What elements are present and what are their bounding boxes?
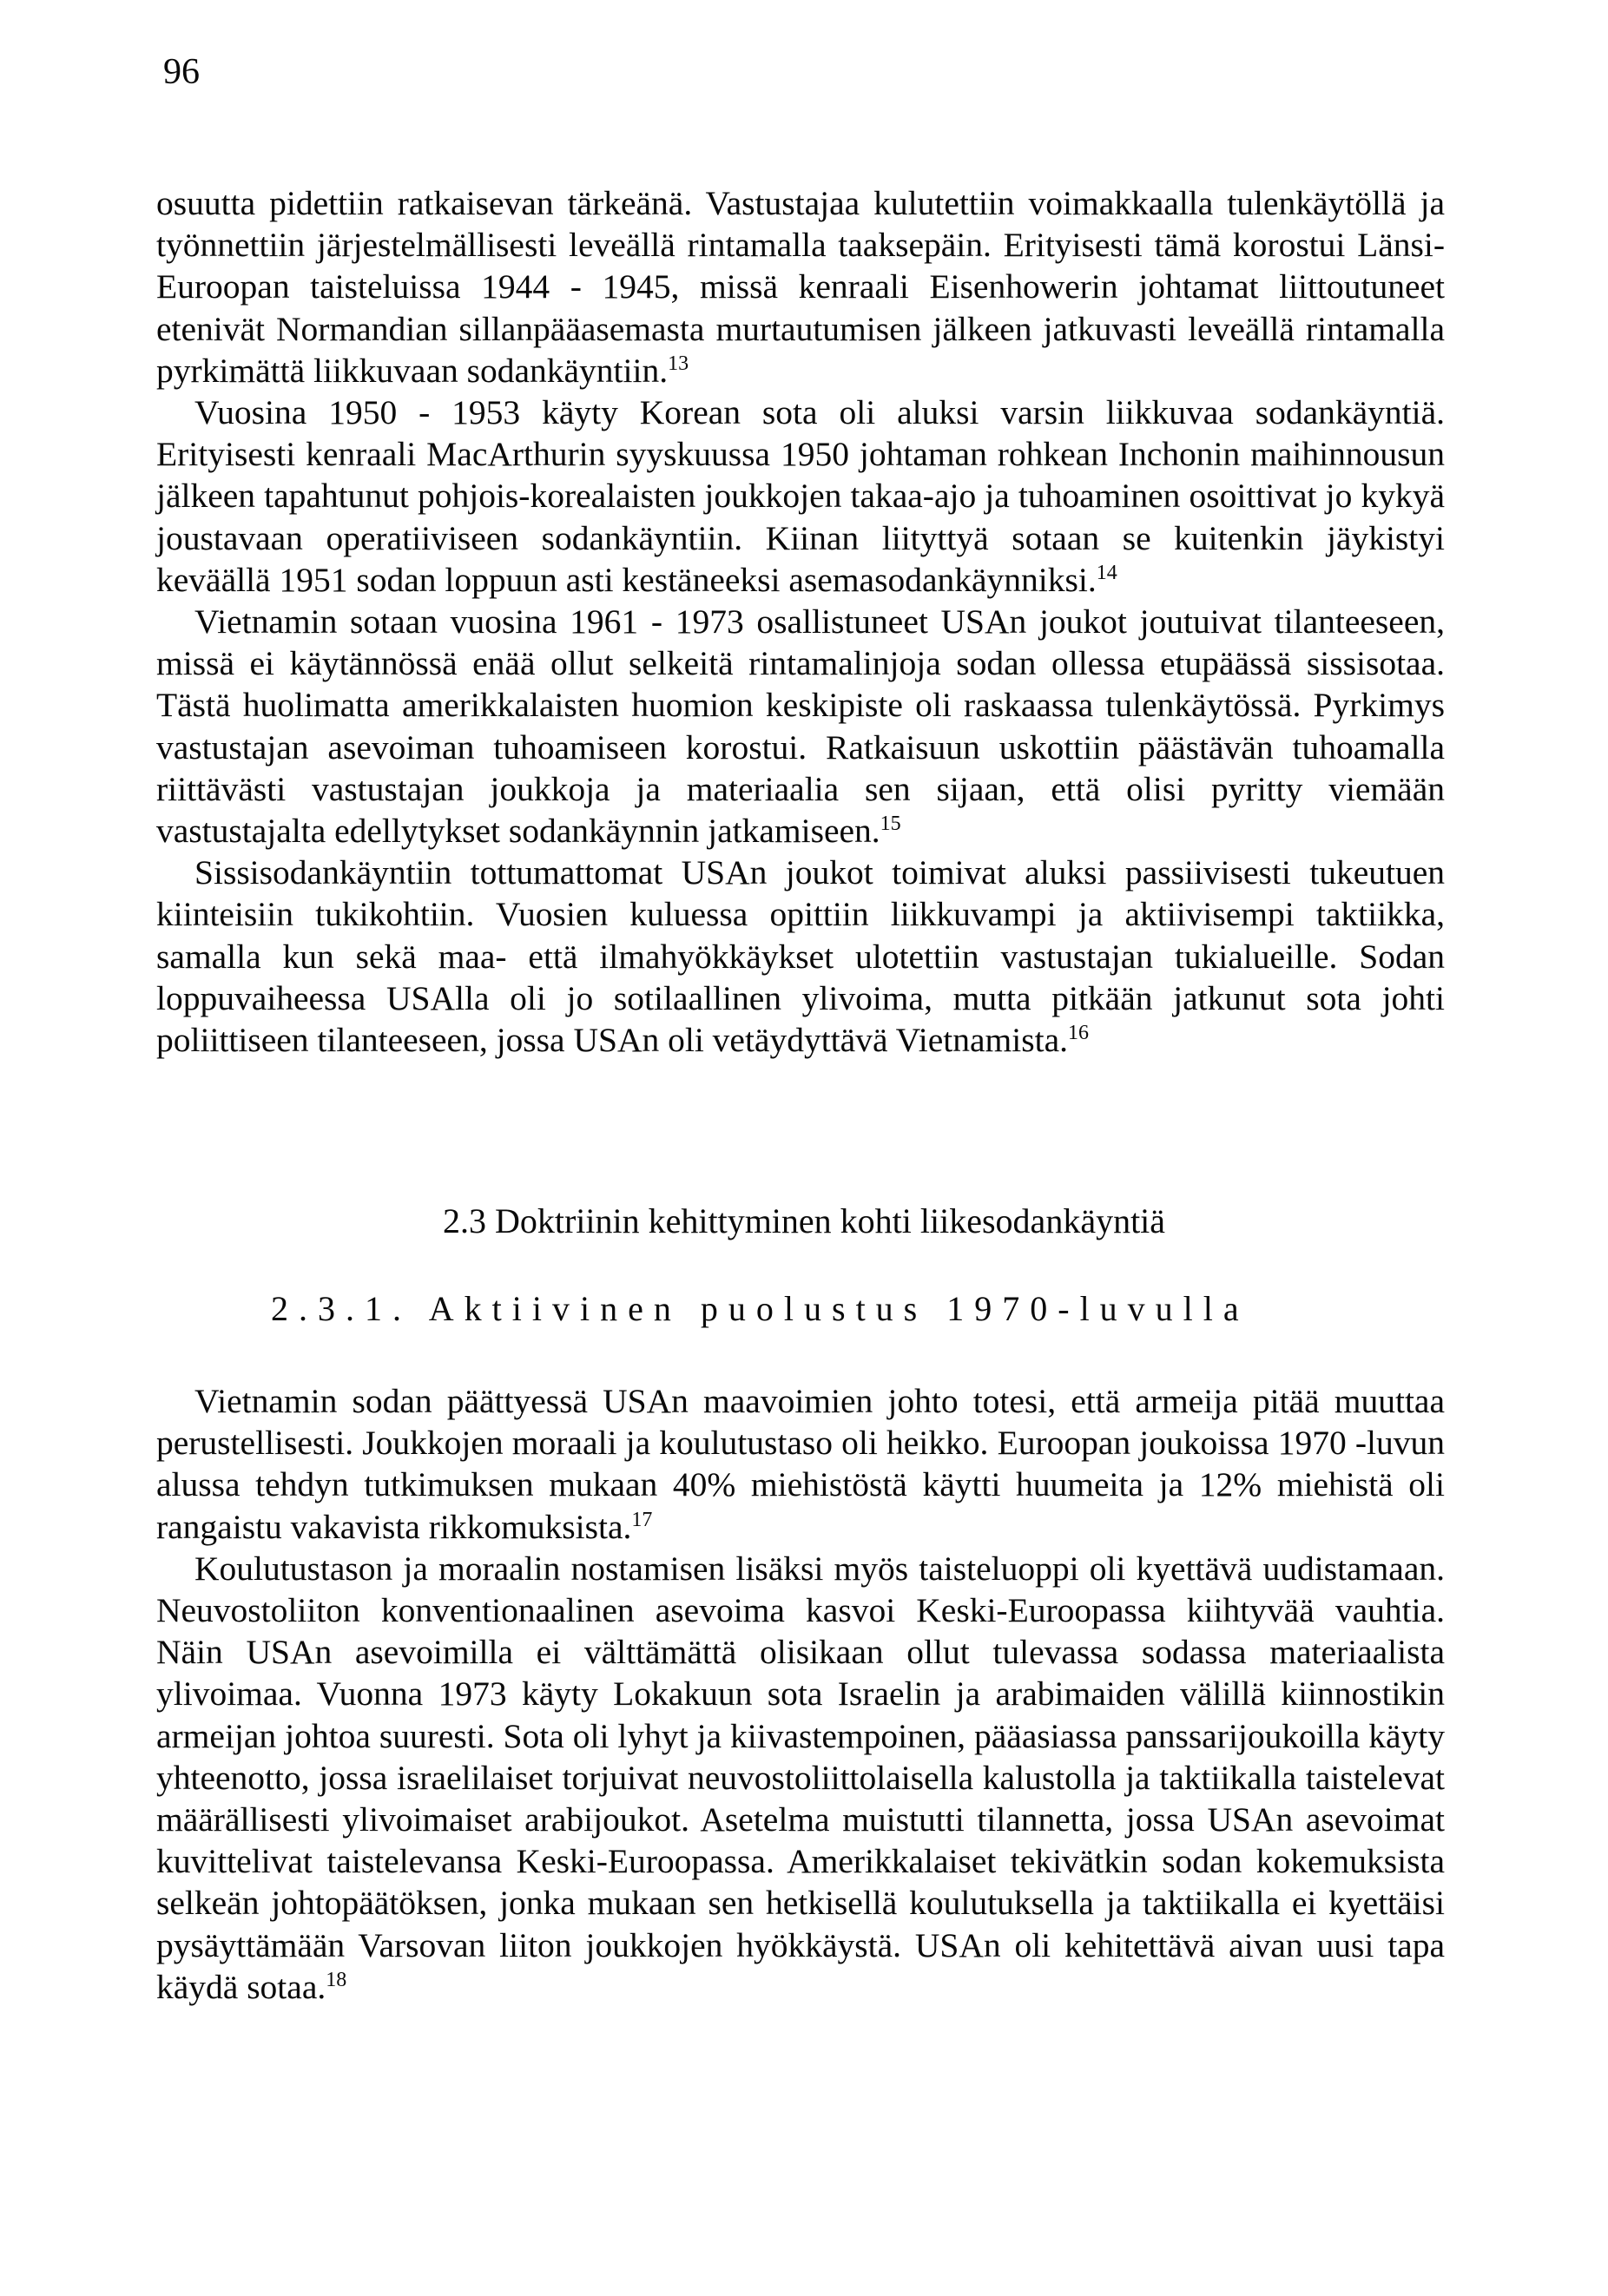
footnote-ref: 15 bbox=[880, 812, 901, 836]
paragraph-text: Sissisodankäyntiin tottumattomat USAn joukot toimivat aluksi passiivisesti tukeutuen kiinteisiin tukikohtiin. Vuosien kuluessa opittiin liikkuvampi ja aktiivisempi taktiikka, samalla kun sekä maa- että ilmahyökkäykset ulotettiin vastustajan tukialueille. Sodan loppuvaiheessa USAlla oli jo sotilaallinen ylivoima, mutta pitkään jatkunut sota johti poliittiseen tilanteeseen, jossa USAn oli vetäydyttävä Vietnamista. bbox=[156, 853, 1445, 1060]
paragraph-text: Vietnamin sodan päättyessä USAn maavoimien johto totesi, että armeija pitää muuttaa perustellisesti. Joukkojen moraali ja koulutustaso oli heikko. Euroopan joukoissa 1970 -luvun alussa tehdyn tutkimuksen mukaan 40% miehistöstä käytti huumeita ja 12% miehistä oli rangaistu vakavista rikkomuksista. bbox=[156, 1382, 1445, 1546]
paragraph bbox=[156, 852, 1445, 1061]
paragraph bbox=[156, 182, 1445, 391]
paragraph-text: osuutta pidettiin ratkaisevan tärkeänä. Vastustajaa kulutettiin voimakkaalla tulenkäytöllä ja työnnettiin järjestelmällisesti leveällä rintamalla taaksepäin. Erityisesti tämä korostui Länsi-Euroopan taisteluissa 1944 - 1945, missä kenraali Eisenhowerin johtamat liittoutuneet etenivät Normandian sillanpääasemasta murtautumisen jälkeen jatkuvasti leveällä rintamalla pyrkimättä liikkuvaan sodankäyntiin. bbox=[156, 184, 1445, 390]
paragraph-text: Vuosina 1950 - 1953 käyty Korean sota oli aluksi varsin liikkuvaa sodankäyntiä. Erityisesti kenraali MacArthurin syyskuussa 1950 johtaman rohkean Inchonin maihinnousun jälkeen tapahtunut pohjois-korealaisten joukkojen takaa-ajo ja tuhoaminen osoittivat jo kykyä joustavaan operatiiviseen sodankäyntiin. Kiinan liityttyä sotaan se kuitenkin jäykistyi keväällä 1951 sodan loppuun asti kestäneeksi asemasodankäynniksi. bbox=[156, 393, 1445, 599]
body-text-lower bbox=[156, 1380, 1445, 2008]
footnote-ref: 18 bbox=[326, 1968, 347, 1991]
subsection-heading: 2.3.1. Aktiivinen puolustus 1970-luvulla bbox=[271, 1289, 1249, 1328]
paragraph bbox=[156, 1548, 1445, 2008]
footnote-ref: 16 bbox=[1068, 1022, 1090, 1045]
body-text-upper bbox=[156, 182, 1445, 1061]
paragraph bbox=[156, 601, 1445, 852]
paragraph-text: Koulutustason ja moraalin nostamisen lisäksi myös taisteluoppi oli kyettävä uudistamaan. Neuvostoliiton konventionaalinen asevoima kasvoi Keski-Euroopassa kiihtyvää vauhtia. Näin USAn asevoimilla ei välttämättä olisikaan ollut tulevassa sodassa materiaalista ylivoimaa. Vuonna 1973 käyty Lokakuun sota Israelin ja arabimaiden välillä kiinnostikin armeijan johtoa suuresti. Sota oli lyhyt ja kiivastempoinen, pääasiassa panssarijoukoilla käyty yhteenotto, jossa israelilaiset torjuivat neuvostoliittolaisella kalustolla ja taktiikalla taistelevat määrällisesti ylivoimaiset arabijoukot. Asetelma muistutti tilannetta, jossa USAn asevoimat kuvittelivat taistelevansa Keski-Euroopassa. Amerikkalaiset tekivätkin sodan kokemuksista selkeän johtopäätöksen, jonka mukaan sen hetkisellä koulutuksella ja taktiikalla ei kyettäisi pysäyttämään Varsovan liiton joukkojen hyökkäystä. USAn oli kehitettävä aivan uusi tapa käydä sotaa. bbox=[156, 1549, 1445, 2006]
paragraph bbox=[156, 391, 1445, 601]
section-heading: 2.3 Doktriinin kehittyminen kohti liikesodankäyntiä bbox=[442, 1201, 1166, 1240]
footnote-ref: 17 bbox=[631, 1508, 653, 1531]
paragraph bbox=[156, 1380, 1445, 1548]
footnote-ref: 14 bbox=[1096, 561, 1117, 584]
paragraph-text: Vietnamin sotaan vuosina 1961 - 1973 osallistuneet USAn joukot joutuivat tilanteeseen, missä ei käytännössä enää ollut selkeitä rintamalinjoja sodan ollessa etupäässä sissisotaa. Tästä huolimatta amerikkalaisten huomion keskipiste oli raskaassa tulenkäytössä. Pyrkimys vastustajan asevoiman tuhoamiseen korostui. Ratkaisuun uskottiin päästävän tuhoamalla riittävästi vastustajan joukkoja ja materiaalia sen sijaan, että olisi pyritty viemään vastustajalta edellytykset sodankäynnin jatkamiseen. bbox=[156, 602, 1445, 851]
page-number: 96 bbox=[163, 52, 200, 92]
footnote-ref: 13 bbox=[668, 352, 689, 375]
